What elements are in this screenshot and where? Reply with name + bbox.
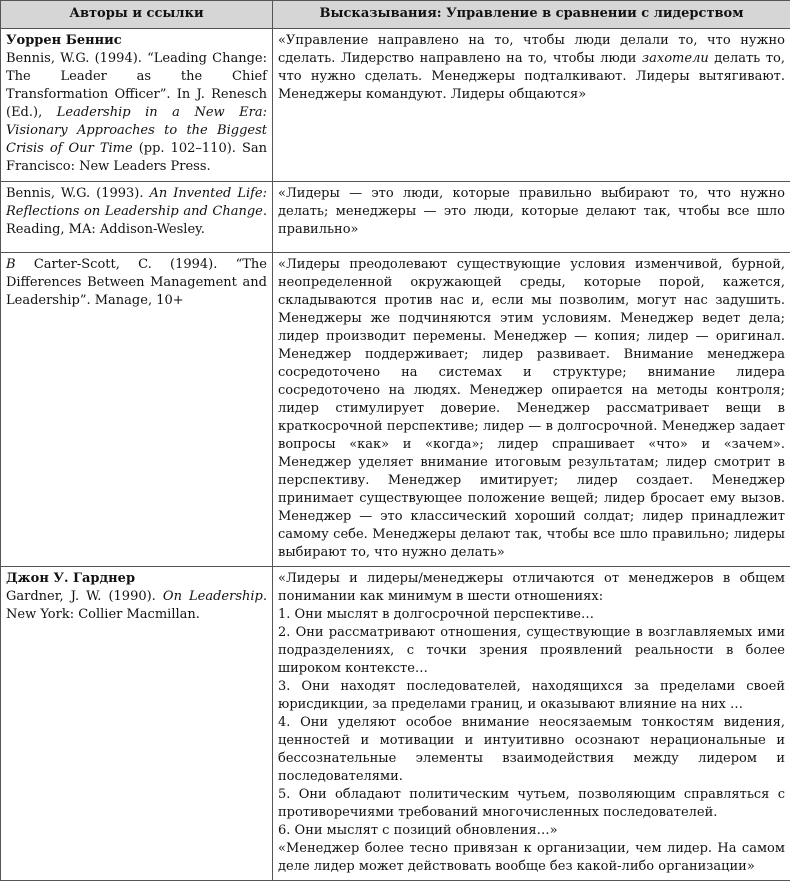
author-cell	[1, 253, 273, 567]
reference: B Carter-Scott, C. (1994). “The Differences Between Management and Leadership”. Manage, 10+	[6, 256, 267, 310]
reference: Gardner, J. W. (1990). On Leadership. New York: Collier Macmillan.	[6, 588, 267, 624]
author-name: Уоррен Беннис	[6, 32, 267, 50]
reference: Bennis, W.G. (1994). “Leading Change: The Leader as the Chief Transformation Officer”. In J. Renesch (Ed.), Leadership in a New Era: Visionary Approaches to the Biggest Crisis of Our Time (pp. 102–110). San Francisco: New Leaders Press.	[6, 50, 267, 176]
statement-cell	[273, 567, 790, 881]
table-row	[1, 567, 790, 881]
table-row	[1, 182, 790, 253]
list-item: 1. Они мыслят в долгосрочной перспективе…	[278, 606, 785, 624]
author-name: Джон У. Гарднер	[6, 570, 267, 588]
statement-cell: «Лидеры — это люди, которые правильно выбирают то, что нужно делать; менеджеры — это люди, которые делают так, чтобы все шло правильно»	[273, 182, 790, 253]
reference: Bennis, W.G. (1993). An Invented Life: Reflections on Leadership and Change. Reading, MA: Addison-Wesley.	[6, 185, 267, 239]
header-statements: Высказывания: Управление в сравнении с лидерством	[273, 1, 790, 29]
table-row	[1, 29, 790, 182]
statement-intro: «Лидеры и лидеры/менеджеры отличаются от менеджеров в общем понимании как минимум в шести отношениях:	[278, 570, 785, 606]
table-row	[1, 253, 790, 567]
statement-cell: «Управление направлено на то, чтобы люди делали то, что нужно сделать. Лидерство направлено на то, чтобы люди захотели делать то, что нужно сделать. Менеджеры подталкивают. Лидеры вытягивают. Менеджеры командуют. Лидеры общаются»	[273, 29, 790, 182]
header-row	[1, 1, 790, 29]
list-item: 2. Они рассматривают отношения, существующие в возглавляемых ими подразделениях, с точки зрения проявлений реальности в более широком контексте…	[278, 624, 785, 678]
author-cell	[1, 29, 273, 182]
list-item: 3. Они находят последователей, находящихся за пределами своей юрисдикции, за пределами границ, и оказывают влияние на них …	[278, 678, 785, 714]
statement-closing: «Менеджер более тесно привязан к организации, чем лидер. На самом деле лидер может действовать вообще без какой-либо организации»	[278, 840, 785, 876]
statement-cell: «Лидеры преодолевают существующие условия изменчивой, бурной, неопределенной окружающей среды, которые порой, кажется, складываются против нас и, если мы позволим, могут нас задушить. Менеджеры же подчиняются этим условиям. Менеджер ведет дела; лидер производит перемены. Менеджер — копия; лидер — оригинал. Менеджер поддерживает; лидер развивает. Внимание менеджера сосредоточено на системах и структуре; внимание лидера сосредоточено на людях. Менеджер опирается на методы контроля; лидер стимулирует доверие. Менеджер рассматривает вещи в краткосрочной перспективе; лидер — в долгосрочной. Менеджер задает вопросы «как» и «когда»; лидер спрашивает «что» и «зачем». Менеджер уделяет внимание итоговым результатам; лидер смотрит в перспективу. Менеджер имитирует; лидер создает. Менеджер принимает существующее положение вещей; лидер бросает ему вызов. Менеджер — это классический хороший солдат; лидер принадлежит самому себе. Менеджеры делают так, чтобы все шло правильно; лидеры выбирают то, что нужно делать»	[273, 253, 790, 567]
header-authors: Авторы и ссылки	[1, 1, 273, 29]
list-item: 5. Они обладают политическим чутьем, позволяющим справляться с противоречиями требований многочисленных последователей.	[278, 786, 785, 822]
author-cell	[1, 182, 273, 253]
list-item: 6. Они мыслят с позиций обновления…»	[278, 822, 785, 840]
list-item: 4. Они уделяют особое внимание неосязаемым тонкостям видения, ценностей и мотивации и интуитивно осознают нерациональные и бессознательные элементы взаимодействия между лидером и последователями.	[278, 714, 785, 786]
author-cell	[1, 567, 273, 881]
